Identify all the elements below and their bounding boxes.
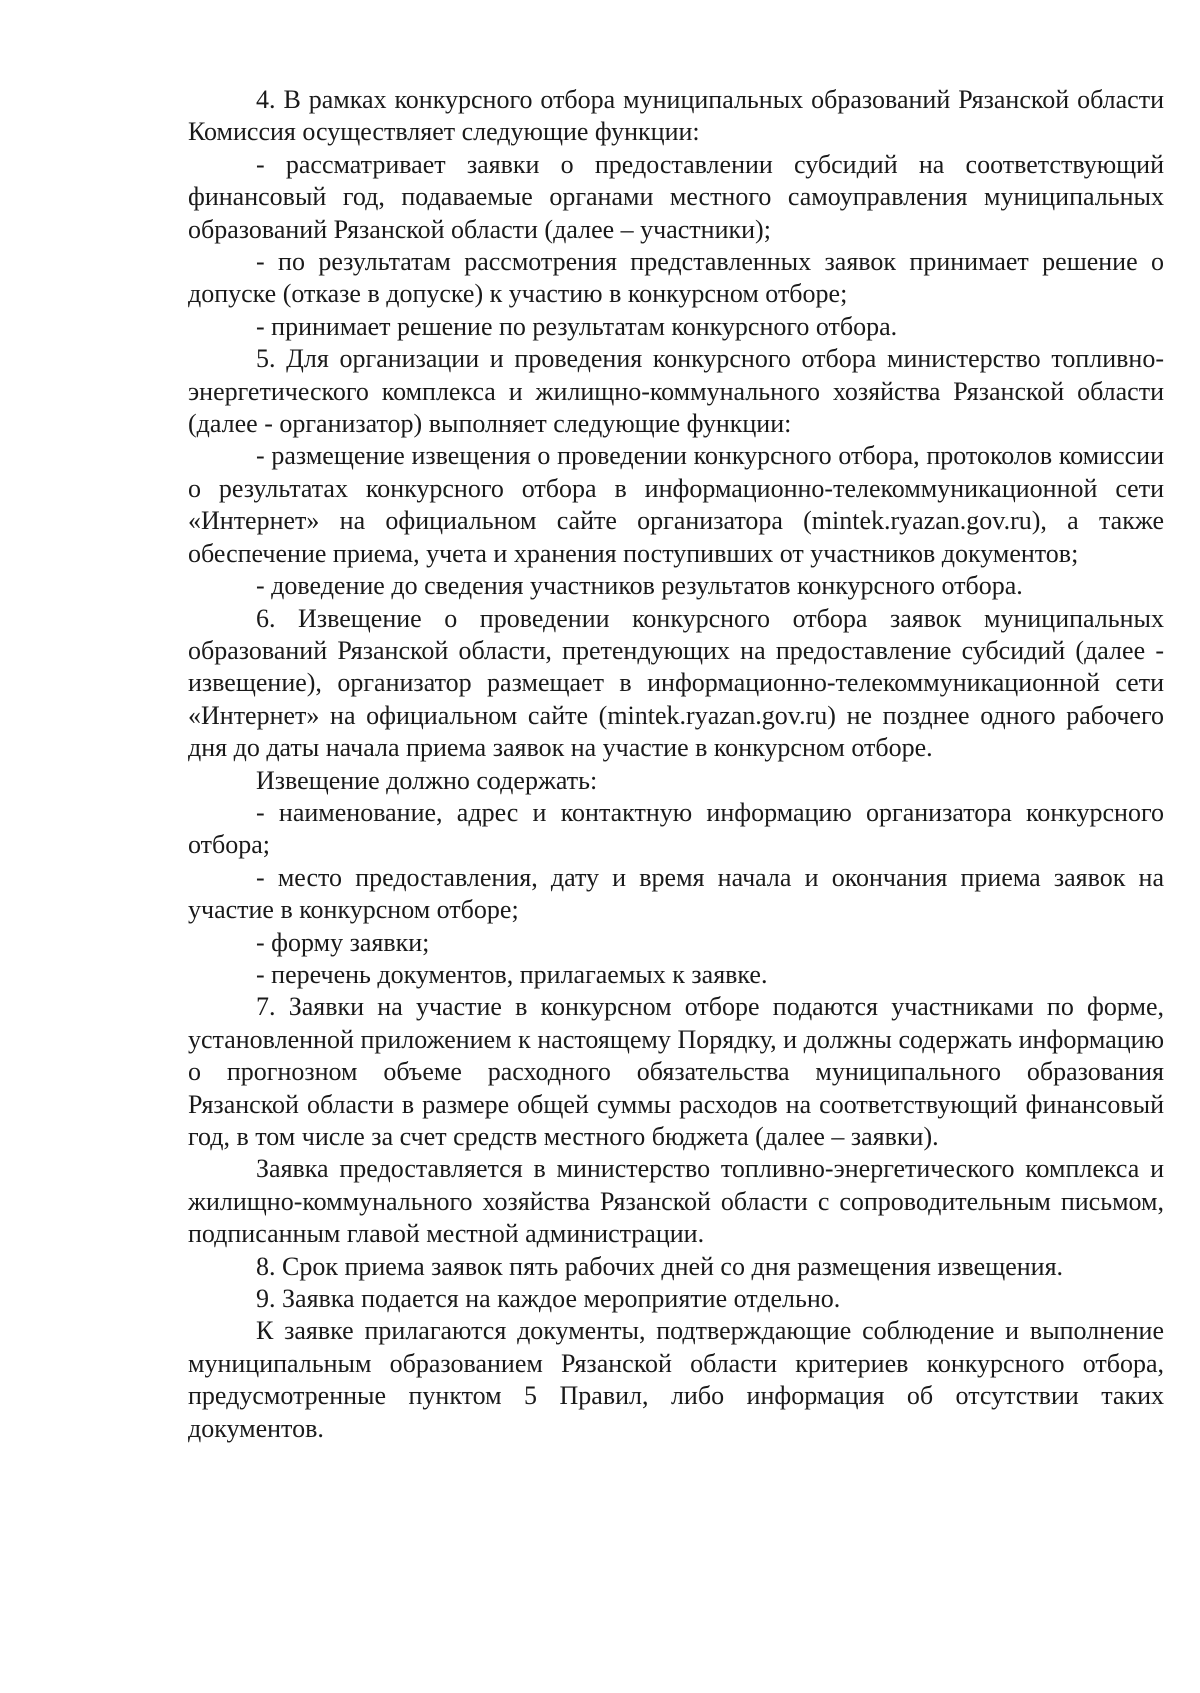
paragraph-4-item-1: - рассматривает заявки о предоставлении субсидий на соответствующий финансовый год, подаваемые органами местного самоуправления муниципальных образований Рязанской области (далее – участники); bbox=[188, 149, 1164, 244]
paragraph-7: 7. Заявки на участие в конкурсном отборе подаются участниками по форме, установленной приложением к настоящему Порядку, и должны содержать информацию о прогнозном объеме расходного обязательства муниципального образования Рязанской области в размере общей суммы расходов на соответствующий финансовый год, в том числе за счет средств местного бюджета (далее – заявки). bbox=[188, 992, 1164, 1151]
paragraph-5-item-1: - размещение извещения о проведении конкурсного отбора, протоколов комиссии о результатах конкурсного отбора в информационно-телекоммуникационной сети «Интернет» на официальном сайте организатора (mintek.ryazan.gov.ru), а также обеспечение приема, учета и хранения поступивших от участников документов; bbox=[188, 441, 1164, 568]
paragraph-6-item-4: - перечень документов, прилагаемых к заявке. bbox=[256, 959, 768, 989]
paragraph-8: 8. Срок приема заявок пять рабочих дней со дня размещения извещения. bbox=[256, 1251, 1064, 1281]
paragraph-9-attachments: К заявке прилагаются документы, подтверждающие соблюдение и выполнение муниципальным образованием Рязанской области критериев конкурсного отбора, предусмотренные пунктом 5 Правил, либо информация об отсутствии таких документов. bbox=[188, 1316, 1164, 1443]
paragraph-5-item-2: - доведение до сведения участников результатов конкурсного отбора. bbox=[256, 571, 1023, 601]
document-page bbox=[188, 84, 1164, 1445]
paragraph-4-item-3: - принимает решение по результатам конкурсного отбора. bbox=[256, 311, 898, 341]
paragraph-7-submission: Заявка предоставляется в министерство топливно-энергетического комплекса и жилищно-коммунального хозяйства Рязанской области с сопроводительным письмом, подписанным главой местной администрации. bbox=[188, 1154, 1164, 1249]
paragraph-6: 6. Извещение о проведении конкурсного отбора заявок муниципальных образований Рязанской области, претендующих на предоставление субсидий (далее - извещение), организатор размещает в информационно-телекоммуникационной сети «Интернет» на официальном сайте (mintek.ryazan.gov.ru) не позднее одного рабочего дня до даты начала приема заявок на участие в конкурсном отборе. bbox=[188, 603, 1164, 763]
paragraph-4-item-2: - по результатам рассмотрения представленных заявок принимает решение о допуске (отказе в допуске) к участию в конкурсном отборе; bbox=[188, 247, 1164, 309]
paragraph-9: 9. Заявка подается на каждое мероприятие отдельно. bbox=[256, 1284, 841, 1314]
paragraph-6-item-1: - наименование, адрес и контактную информацию организатора конкурсного отбора; bbox=[188, 797, 1164, 860]
paragraph-5: 5. Для организации и проведения конкурсного отбора министерство топливно-энергетического комплекса и жилищно-коммунального хозяйства Рязанской области (далее - организатор) выполняет следующие функции: bbox=[188, 344, 1164, 439]
paragraph-6-item-3: - форму заявки; bbox=[256, 927, 430, 957]
paragraph-6-item-2: - место предоставления, дату и время начала и окончания приема заявок на участие в конкурсном отборе; bbox=[188, 862, 1164, 925]
paragraph-4: 4. В рамках конкурсного отбора муниципальных образований Рязанской области Комиссия осуществляет следующие функции: bbox=[188, 85, 1164, 147]
paragraph-6-notice-intro: Извещение должно содержать: bbox=[256, 765, 598, 795]
